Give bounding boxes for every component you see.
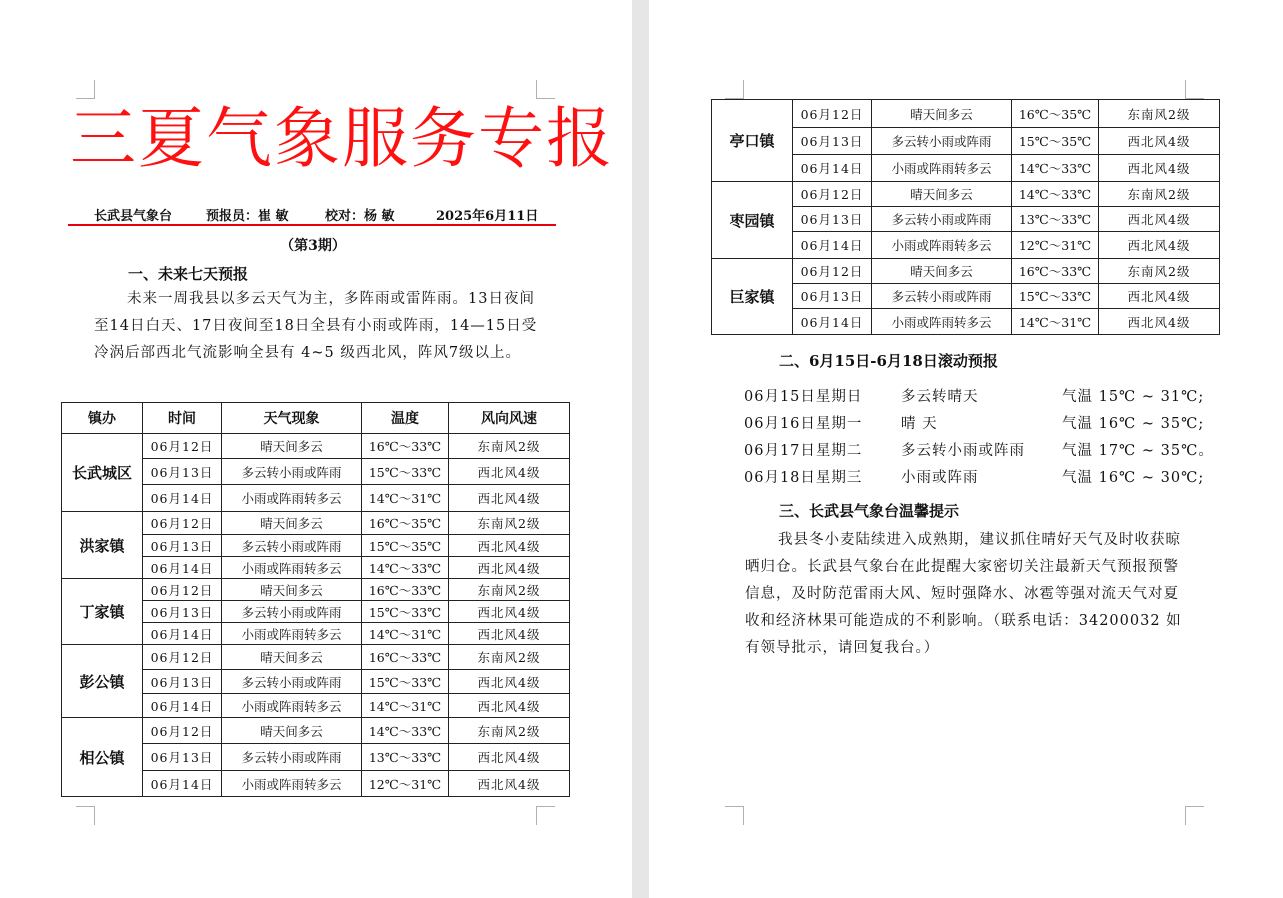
- wind-cell: 西北风4级: [1099, 207, 1220, 232]
- date-cell: 06月12日: [143, 434, 222, 459]
- date-cell: 06月13日: [143, 535, 222, 557]
- date-cell: 06月13日: [143, 601, 222, 623]
- temp-cell: 15℃～33℃: [362, 670, 449, 694]
- date-cell: 06月12日: [793, 100, 872, 128]
- date-cell: 06月14日: [143, 694, 222, 718]
- date-cell: 06月14日: [793, 309, 872, 335]
- date-cell: 06月14日: [143, 771, 222, 797]
- document-page-right: [649, 0, 1283, 898]
- proofreader: 校对：杨 敏: [325, 209, 395, 224]
- temp-cell: 14℃～33℃: [1012, 155, 1099, 182]
- temp-cell: 15℃～33℃: [1012, 284, 1099, 309]
- wind-cell: 西北风4级: [449, 557, 570, 579]
- document-page-left: [0, 0, 632, 898]
- forecast-day: 06月15日星期日: [744, 389, 863, 405]
- rolling-forecast-row: [744, 385, 1204, 411]
- forecast-day: 06月16日星期一: [744, 416, 863, 432]
- weather-cell: 晴天间多云: [222, 718, 362, 744]
- wind-cell: 西北风4级: [449, 771, 570, 797]
- temp-cell: 15℃～33℃: [362, 459, 449, 485]
- rolling-forecast-row: [744, 412, 1204, 438]
- temp-cell: 12℃～31℃: [362, 771, 449, 797]
- table-row: [62, 718, 570, 744]
- wind-cell: 东南风2级: [449, 434, 570, 459]
- temp-cell: 12℃～31℃: [1012, 232, 1099, 259]
- forecast-day: 06月18日星期三: [744, 470, 863, 486]
- weather-cell: 晴天间多云: [872, 182, 1012, 207]
- section-heading: 三、长武县气象台温馨提示: [779, 502, 960, 520]
- temp-cell: 14℃～31℃: [362, 694, 449, 718]
- weather-cell: 多云转小雨或阵雨: [872, 207, 1012, 232]
- column-header: 风向风速: [449, 403, 570, 434]
- date-cell: 06月14日: [143, 485, 222, 512]
- temp-cell: 16℃～33℃: [362, 645, 449, 670]
- temp-cell: 16℃～35℃: [1012, 100, 1099, 128]
- weather-cell: 多云转小雨或阵雨: [872, 128, 1012, 155]
- temp-cell: 14℃～31℃: [1012, 309, 1099, 335]
- temp-cell: 15℃～35℃: [1012, 128, 1099, 155]
- rolling-forecast-row: [744, 439, 1214, 465]
- temp-cell: 16℃～33℃: [1012, 259, 1099, 284]
- table-row: [62, 645, 570, 670]
- temp-cell: 13℃～33℃: [362, 744, 449, 771]
- date-cell: 06月13日: [143, 744, 222, 771]
- forecast-temp: 气温 16℃ ~ 35℃;: [1062, 416, 1205, 432]
- date-cell: 06月13日: [793, 284, 872, 309]
- town-name: 长武城区: [62, 434, 143, 512]
- table-row: [62, 579, 570, 601]
- table-row: [712, 182, 1220, 207]
- wind-cell: 东南风2级: [1099, 259, 1220, 284]
- forecast-temp: 气温 17℃ ~ 35℃。: [1062, 443, 1214, 459]
- section-heading: 一、未来七天预报: [128, 265, 249, 283]
- wind-cell: 东南风2级: [449, 645, 570, 670]
- section-heading: 二、6月15日-6月18日滚动预报: [779, 352, 998, 370]
- wind-cell: 西北风4级: [449, 459, 570, 485]
- wind-cell: 西北风4级: [1099, 155, 1220, 182]
- issue-date: 2025年6月11日: [436, 209, 539, 224]
- date-cell: 06月14日: [143, 557, 222, 579]
- weather-cell: 晴天间多云: [222, 434, 362, 459]
- temp-cell: 16℃～35℃: [362, 512, 449, 535]
- weather-cell: 小雨或阵雨转多云: [222, 771, 362, 797]
- table-row: [62, 434, 570, 459]
- date-cell: 06月12日: [143, 645, 222, 670]
- margin-corner-mark: [1185, 806, 1204, 825]
- weather-cell: 晴天间多云: [872, 259, 1012, 284]
- temp-cell: 16℃～33℃: [362, 434, 449, 459]
- margin-corner-mark: [1185, 80, 1204, 99]
- town-name: 枣园镇: [712, 182, 793, 259]
- wind-cell: 西北风4级: [449, 694, 570, 718]
- weather-cell: 多云转小雨或阵雨: [222, 459, 362, 485]
- wind-cell: 西北风4级: [449, 670, 570, 694]
- rolling-forecast-row: [744, 466, 1204, 492]
- table-row: [712, 259, 1220, 284]
- wind-cell: 西北风4级: [449, 744, 570, 771]
- town-name: 彭公镇: [62, 645, 143, 718]
- column-header: 温度: [362, 403, 449, 434]
- wind-cell: 东南风2级: [1099, 100, 1220, 128]
- report-title: 三夏气象服务专报: [70, 100, 614, 177]
- weather-cell: 多云转小雨或阵雨: [872, 284, 1012, 309]
- table-row: [62, 512, 570, 535]
- wind-cell: 西北风4级: [449, 485, 570, 512]
- forecast-temp: 气温 16℃ ~ 30℃;: [1062, 470, 1205, 486]
- forecast-weather: 多云转小雨或阵雨: [901, 443, 1025, 459]
- date-cell: 06月14日: [793, 155, 872, 182]
- weather-cell: 多云转小雨或阵雨: [222, 601, 362, 623]
- forecast-weather: 多云转晴天: [901, 389, 979, 405]
- weather-cell: 多云转小雨或阵雨: [222, 535, 362, 557]
- weather-cell: 小雨或阵雨转多云: [872, 232, 1012, 259]
- table-row: [712, 100, 1220, 128]
- tips-paragraph: 我县冬小麦陆续进入成熟期，建议抓住晴好天气及时收获晾晒归仓。长武县气象台在此提醒大家密切关注最新天气预报预警信息，及时防范雷雨大风、短时强降水、冰雹等强对流天气对夏收和经济林果可能造成的不利影响。（联系电话：34200032 如有领导批示，请回复我台。）: [745, 532, 1182, 656]
- town-name: 巨家镇: [712, 259, 793, 335]
- weather-cell: 晴天间多云: [222, 645, 362, 670]
- forecast-temp: 气温 15℃ ~ 31℃;: [1062, 389, 1205, 405]
- temp-cell: 14℃～33℃: [1012, 182, 1099, 207]
- wind-cell: 东南风2级: [449, 512, 570, 535]
- margin-corner-mark: [536, 806, 555, 825]
- weather-cell: 晴天间多云: [872, 100, 1012, 128]
- temp-cell: 14℃～33℃: [362, 718, 449, 744]
- temp-cell: 13℃～33℃: [1012, 207, 1099, 232]
- date-cell: 06月12日: [143, 512, 222, 535]
- table-header-row: [62, 403, 570, 434]
- margin-corner-mark: [725, 80, 744, 99]
- wind-cell: 西北风4级: [1099, 128, 1220, 155]
- agency-name: 长武县气象台: [94, 209, 173, 224]
- weather-cell: 多云转小雨或阵雨: [222, 744, 362, 771]
- date-cell: 06月14日: [143, 623, 222, 645]
- forecast-weather: 晴 天: [901, 416, 938, 432]
- date-cell: 06月12日: [143, 579, 222, 601]
- temp-cell: 14℃～33℃: [362, 557, 449, 579]
- margin-corner-mark: [725, 806, 744, 825]
- weather-cell: 晴天间多云: [222, 579, 362, 601]
- byline: [70, 205, 556, 225]
- weather-cell: 小雨或阵雨转多云: [222, 694, 362, 718]
- forecaster: 预报员：崔 敏: [206, 209, 289, 224]
- weather-cell: 小雨或阵雨转多云: [872, 309, 1012, 335]
- temp-cell: 14℃～31℃: [362, 485, 449, 512]
- column-header: 时间: [143, 403, 222, 434]
- date-cell: 06月14日: [793, 232, 872, 259]
- forecast-day: 06月17日星期二: [744, 443, 863, 459]
- forecast-table-continued: [711, 99, 1220, 335]
- temp-cell: 14℃～31℃: [362, 623, 449, 645]
- section-paragraph: 未来一周我县以多云天气为主，多阵雨或雷阵雨。13日夜间至14日白天、17日夜间至18日全县有小雨或阵雨，14—15日受冷涡后部西北气流影响全县有 4~5 级西北风，阵风7级以上。: [94, 291, 538, 361]
- issue-number: （第3期）: [280, 238, 346, 254]
- wind-cell: 东南风2级: [449, 718, 570, 744]
- column-header: 镇办: [62, 403, 143, 434]
- wind-cell: 西北风4级: [1099, 309, 1220, 335]
- wind-cell: 西北风4级: [449, 601, 570, 623]
- weather-cell: 多云转小雨或阵雨: [222, 670, 362, 694]
- wind-cell: 西北风4级: [1099, 232, 1220, 259]
- margin-corner-mark: [76, 806, 95, 825]
- wind-cell: 东南风2级: [1099, 182, 1220, 207]
- wind-cell: 西北风4级: [449, 623, 570, 645]
- date-cell: 06月13日: [143, 670, 222, 694]
- forecast-table: [61, 402, 570, 797]
- date-cell: 06月13日: [793, 207, 872, 232]
- town-name: 丁家镇: [62, 579, 143, 645]
- weather-cell: 晴天间多云: [222, 512, 362, 535]
- wind-cell: 西北风4级: [1099, 284, 1220, 309]
- header-divider: [68, 224, 556, 226]
- weather-cell: 小雨或阵雨转多云: [872, 155, 1012, 182]
- wind-cell: 东南风2级: [449, 579, 570, 601]
- town-name: 相公镇: [62, 718, 143, 797]
- temp-cell: 15℃～33℃: [362, 601, 449, 623]
- date-cell: 06月12日: [793, 182, 872, 207]
- date-cell: 06月13日: [793, 128, 872, 155]
- forecast-weather: 小雨或阵雨: [901, 470, 979, 486]
- temp-cell: 16℃～33℃: [362, 579, 449, 601]
- weather-cell: 小雨或阵雨转多云: [222, 623, 362, 645]
- weather-cell: 小雨或阵雨转多云: [222, 485, 362, 512]
- town-name: 洪家镇: [62, 512, 143, 579]
- date-cell: 06月12日: [793, 259, 872, 284]
- date-cell: 06月13日: [143, 459, 222, 485]
- weather-cell: 小雨或阵雨转多云: [222, 557, 362, 579]
- column-header: 天气现象: [222, 403, 362, 434]
- town-name: 亭口镇: [712, 100, 793, 182]
- wind-cell: 西北风4级: [449, 535, 570, 557]
- temp-cell: 15℃～35℃: [362, 535, 449, 557]
- date-cell: 06月12日: [143, 718, 222, 744]
